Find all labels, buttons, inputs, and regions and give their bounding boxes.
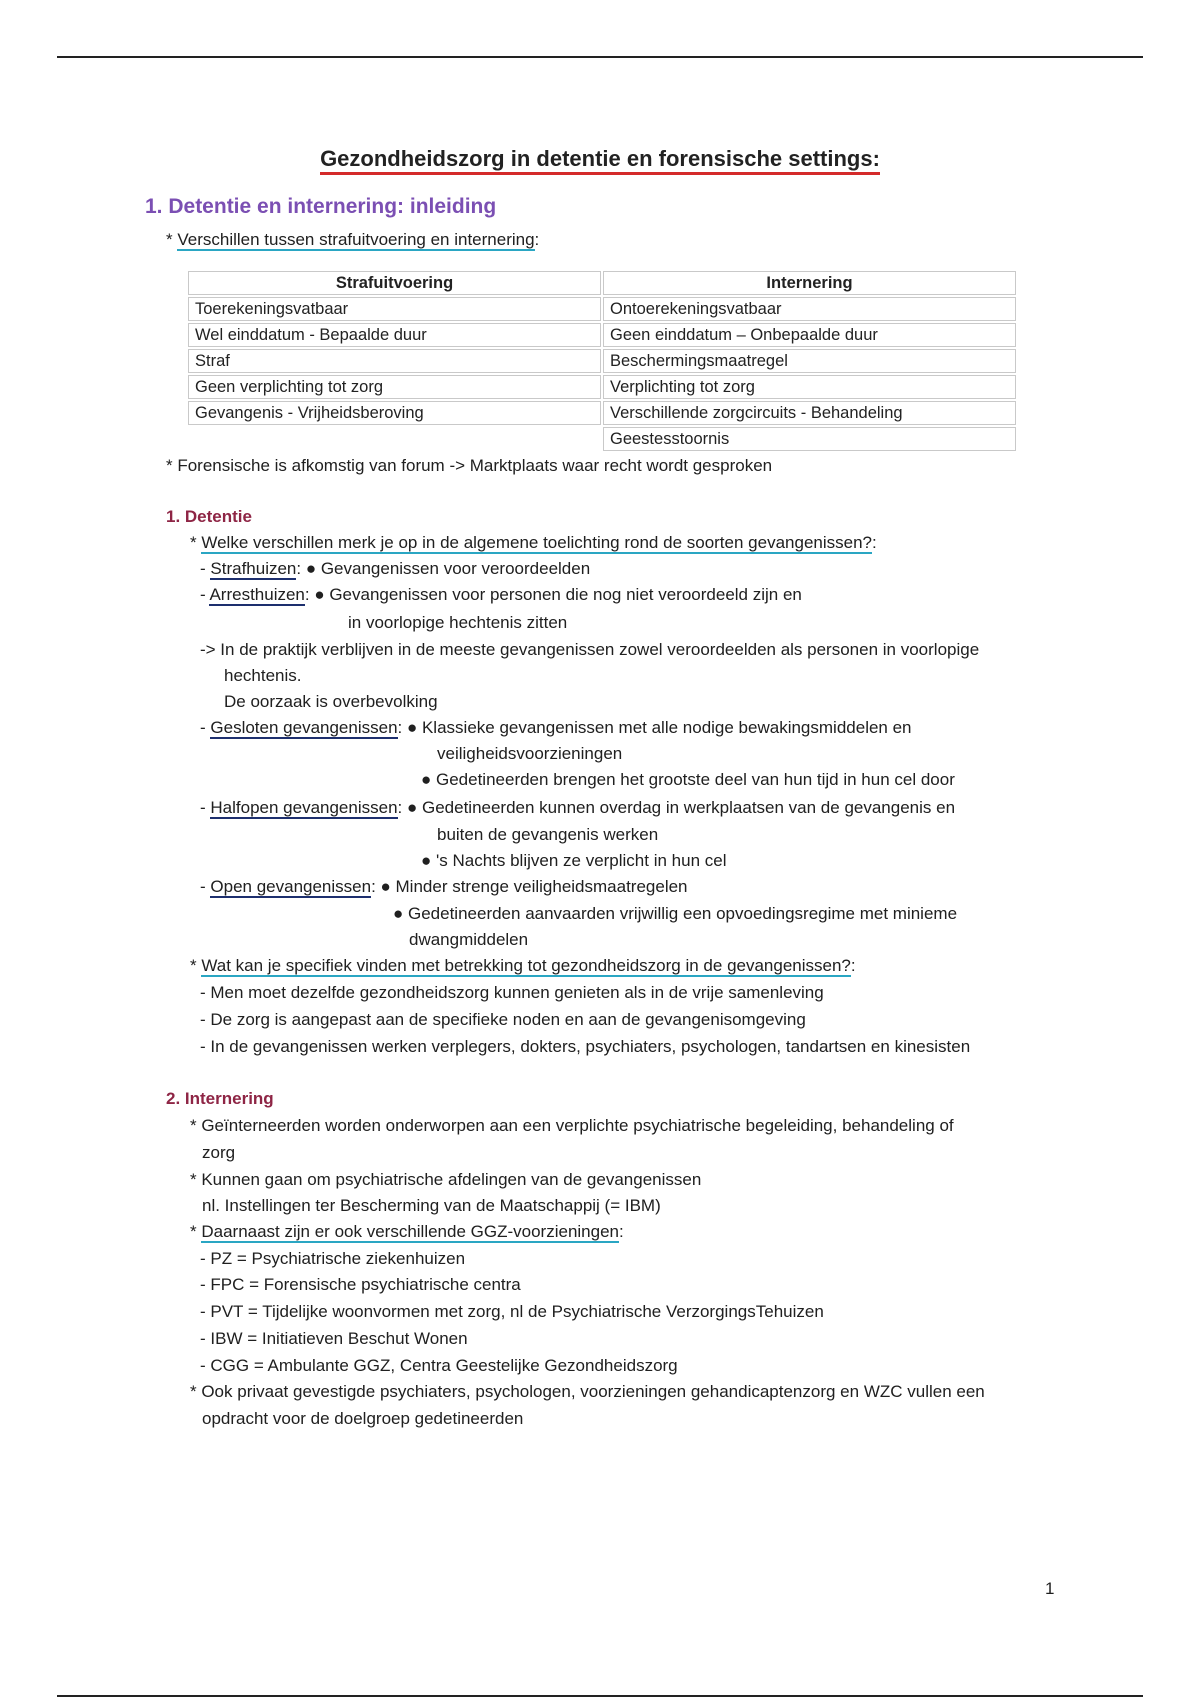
detentie-question-1: * Welke verschillen merk je op in de algemene toelichting rond de soorten gevangenissen?: — [190, 533, 877, 552]
table-cell: Geestesstoornis — [603, 427, 1016, 451]
table-cell: Toerekeningsvatbaar — [188, 297, 601, 321]
table-row — [188, 375, 1016, 399]
zorg-line-3: - In de gevangenissen werken verplegers, dokters, psychiaters, psychologen, tandartsen en kinesisten — [200, 1037, 971, 1056]
praktijk-line-2: hechtenis. — [224, 666, 302, 685]
table-cell: Geen verplichting tot zorg — [188, 375, 601, 399]
table-header-row — [188, 271, 1016, 295]
table-cell: Wel einddatum - Bepaalde duur — [188, 323, 601, 347]
table-header-strafuitvoering: Strafuitvoering — [188, 271, 601, 295]
section-heading-intro: 1. Detentie en internering: inleiding — [145, 195, 497, 218]
forensic-note: * Forensische is afkomstig van forum -> Marktplaats waar recht wordt gesproken — [166, 456, 773, 475]
page-title: Gezondheidszorg in detentie en forensische settings: — [0, 146, 1200, 172]
page-number: 1 — [1045, 1579, 1055, 1598]
detentie-question-1-text: Welke verschillen merk je op in de algemene toelichting rond de soorten gevangenissen? — [201, 533, 872, 552]
strafhuizen-line: - Strafhuizen: ● Gevangenissen voor veroordeelden — [200, 559, 591, 578]
subheading-internering: 2. Internering — [166, 1089, 274, 1108]
open-line: - Open gevangenissen: ● Minder strenge veiligheidsmaatregelen — [200, 877, 688, 896]
table-cell: Verschillende zorgcircuits - Behandeling — [603, 401, 1016, 425]
top-rule — [57, 56, 1143, 58]
gesloten-line: - Gesloten gevangenissen: ● Klassieke gevangenissen met alle nodige bewakingsmiddelen en — [200, 718, 912, 737]
internering-para-3: * Daarnaast zijn er ook verschillende GGZ-voorzieningen: — [190, 1222, 624, 1241]
bottom-rule — [57, 1695, 1143, 1697]
arresthuizen-line: - Arresthuizen: ● Gevangenissen voor personen die nog niet veroordeeld zijn en — [200, 585, 802, 604]
praktijk-line-3: De oorzaak is overbevolking — [224, 692, 438, 711]
list-item: - PZ = Psychiatrische ziekenhuizen — [200, 1249, 466, 1268]
internering-para-2-cont: nl. Instellingen ter Bescherming van de Maatschappij (= IBM) — [202, 1196, 661, 1215]
table-header-internering: Internering — [603, 271, 1016, 295]
subheading-detentie: 1. Detentie — [166, 507, 252, 526]
table-row — [188, 297, 1016, 321]
detentie-question-2: * Wat kan je specifiek vinden met betrekking tot gezondheidszorg in de gevangenissen?: — [190, 956, 856, 975]
internering-para-4: * Ook privaat gevestigde psychiaters, psychologen, voorzieningen gehandicaptenzorg en WZC vullen een — [190, 1382, 985, 1401]
table-cell: Straf — [188, 349, 601, 373]
strafhuizen-label: Strafhuizen — [210, 559, 297, 578]
intro-underlined-text: Verschillen tussen strafuitvoering en internering — [177, 230, 535, 249]
zorg-line-2: - De zorg is aangepast aan de specifieke noden en aan de gevangenisomgeving — [200, 1010, 806, 1029]
internering-para-1-cont: zorg — [202, 1143, 236, 1162]
intro-bullet-line: * Verschillen tussen strafuitvoering en internering: — [166, 230, 540, 249]
table-cell: Gevangenis - Vrijheidsberoving — [188, 401, 601, 425]
arresthuizen-continued: in voorlopige hechtenis zitten — [348, 613, 568, 632]
list-item: - FPC = Forensische psychiatrische centra — [200, 1275, 521, 1294]
gesloten-point-2: ● Gedetineerden brengen het grootste deel van hun tijd in hun cel door — [421, 770, 955, 789]
zorg-line-1: - Men moet dezelfde gezondheidszorg kunnen genieten als in de vrije samenleving — [200, 983, 824, 1002]
gesloten-label: Gesloten gevangenissen — [210, 718, 398, 737]
table-cell: Ontoerekeningsvatbaar — [603, 297, 1016, 321]
internering-para-2: * Kunnen gaan om psychiatrische afdelingen van de gevangenissen — [190, 1170, 702, 1189]
halfopen-continued: buiten de gevangenis werken — [437, 825, 659, 844]
internering-para-1: * Geïnterneerden worden onderworpen aan een verplichte psychiatrische begeleiding, behandeling of — [190, 1116, 954, 1135]
table-cell: Verplichting tot zorg — [603, 375, 1016, 399]
table-cell-empty — [188, 427, 601, 451]
halfopen-label: Halfopen gevangenissen — [210, 798, 398, 817]
table-row — [188, 349, 1016, 373]
table-cell: Geen einddatum – Onbepaalde duur — [603, 323, 1016, 347]
halfopen-point-2: ● 's Nachts blijven ze verplicht in hun cel — [421, 851, 727, 870]
list-item: - PVT = Tijdelijke woonvormen met zorg, nl de Psychiatrische VerzorgingsTehuizen — [200, 1302, 824, 1321]
arresthuizen-label: Arresthuizen — [209, 585, 305, 604]
list-item: - CGG = Ambulante GGZ, Centra Geestelijke Gezondheidszorg — [200, 1356, 678, 1375]
table-cell: Beschermingsmaatregel — [603, 349, 1016, 373]
internering-para-4-cont: opdracht voor de doelgroep gedetineerden — [202, 1409, 524, 1428]
praktijk-line-1: -> In de praktijk verblijven in de meeste gevangenissen zowel veroordeelden als personen in voorlopige — [200, 640, 980, 659]
open-label: Open gevangenissen — [210, 877, 372, 896]
table-row — [188, 401, 1016, 425]
halfopen-line: - Halfopen gevangenissen: ● Gedetineerden kunnen overdag in werkplaatsen van de gevangenis en — [200, 798, 956, 817]
table-row — [188, 323, 1016, 347]
comparison-table — [186, 269, 1018, 453]
gesloten-continued: veiligheidsvoorzieningen — [437, 744, 623, 763]
open-continued: dwangmiddelen — [409, 930, 529, 949]
list-item: - IBW = Initiatieven Beschut Wonen — [200, 1329, 468, 1348]
ggz-underlined-text: Daarnaast zijn er ook verschillende GGZ-voorzieningen — [201, 1222, 619, 1241]
table-row — [188, 427, 1016, 451]
open-point-2: ● Gedetineerden aanvaarden vrijwillig een opvoedingsregime met minieme — [393, 904, 958, 923]
detentie-question-2-text: Wat kan je specifiek vinden met betrekking tot gezondheidszorg in de gevangenissen? — [201, 956, 851, 975]
